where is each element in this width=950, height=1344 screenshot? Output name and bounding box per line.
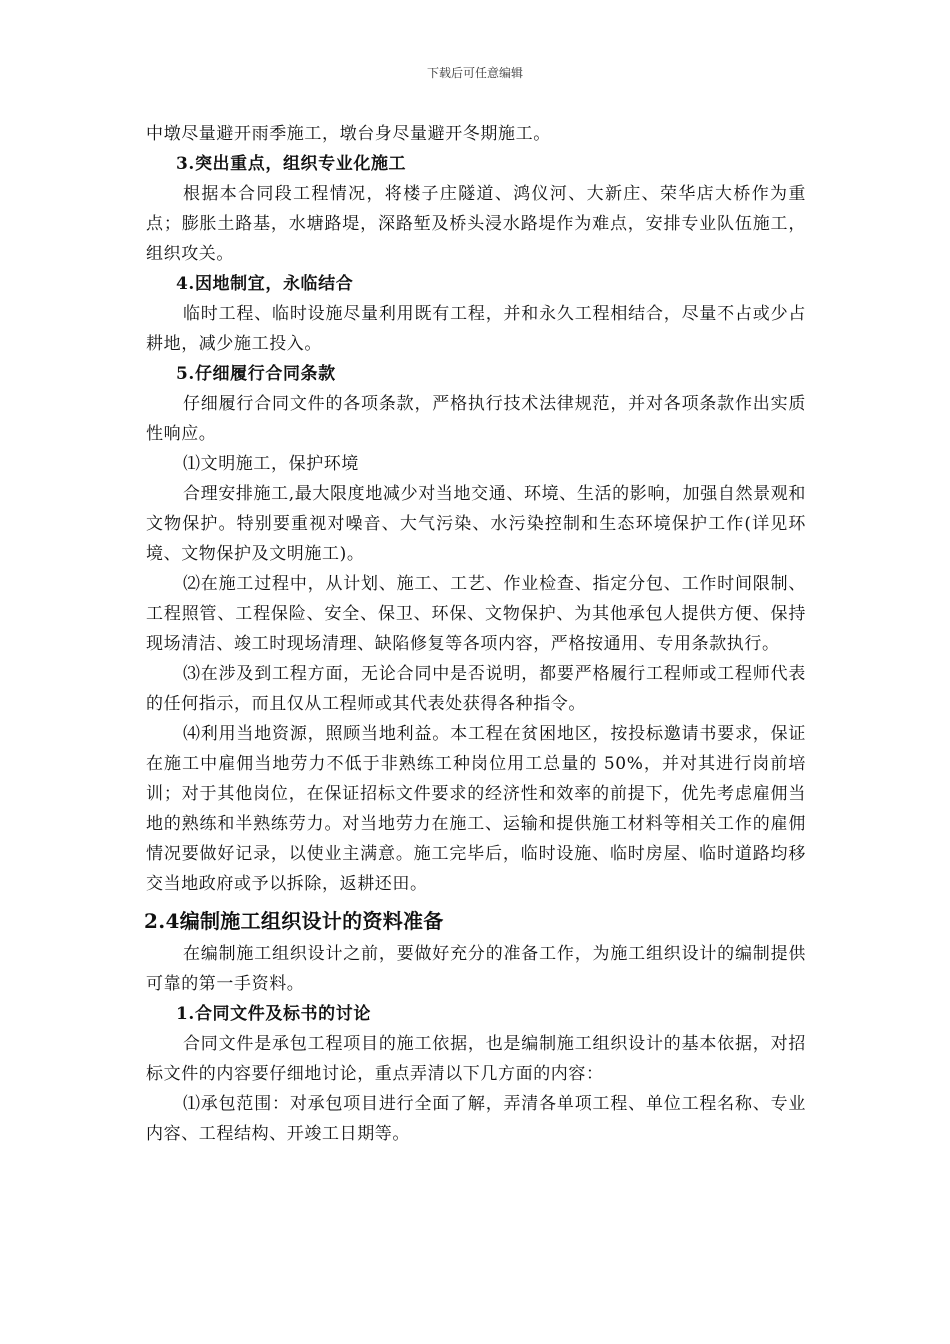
paragraph: 合理安排施工,最大限度地减少对当地交通、环境、生活的影响，加强自然景观和文物保护。特别要重视对噪音、大气污染、水污染控制和生态环境保护工作(详见环境、文物保护及文明施工)。	[146, 484, 806, 564]
subheading-5: 5.仔细履行合同条款	[176, 364, 336, 384]
paragraph: 中墩尽量避开雨季施工，墩台身尽量避开冬期施工。	[146, 124, 551, 144]
list-item: ⑴承包范围：对承包项目进行全面了解，弄清各单项工程、单位工程名称、专业内容、工程结构、开竣工日期等。	[146, 1094, 806, 1144]
paragraph: 在编制施工组织设计之前，要做好充分的准备工作，为施工组织设计的编制提供可靠的第一手资料。	[146, 944, 806, 994]
list-item: ⑵在施工过程中，从计划、施工、工艺、作业检查、指定分包、工作时间限制、工程照管、工程保险、安全、保卫、环保、文物保护、为其他承包人提供方便、保持现场清洁、竣工时现场清理、缺陷修复等各项内容，严格按通用、专用条款执行。	[146, 574, 806, 654]
list-item: ⑶在涉及到工程方面，无论合同中是否说明，都要严格履行工程师或工程师代表的任何指示，而且仅从工程师或其代表处获得各种指令。	[146, 664, 806, 714]
paragraph: 仔细履行合同文件的各项条款，严格执行技术法律规范，并对各项条款作出实质性响应。	[146, 394, 806, 444]
section-heading: 2.4编制施工组织设计的资料准备	[144, 909, 444, 933]
subheading-1: 1.合同文件及标书的讨论	[176, 1004, 371, 1024]
list-item: ⑴文明施工，保护环境	[183, 454, 359, 474]
paragraph: 根据本合同段工程情况，将楼子庄隧道、鸿仪河、大新庄、荣华店大桥作为重点；膨胀土路基，水塘路堤，深路堑及桥头浸水路堤作为难点，安排专业队伍施工，组织攻关。	[146, 184, 806, 264]
document-body	[146, 119, 806, 1149]
subheading-4: 4.因地制宜，永临结合	[176, 274, 354, 294]
paragraph: 合同文件是承包工程项目的施工依据，也是编制施工组织设计的基本依据，对招标文件的内容要仔细地讨论，重点弄清以下几方面的内容：	[146, 1034, 806, 1084]
list-item: ⑷利用当地资源，照顾当地利益。本工程在贫困地区，按投标邀请书要求，保证在施工中雇佣当地劳力不低于非熟练工种岗位用工总量的 50%，并对其进行岗前培训；对于其他岗位，在保证招标文件要求的经济性和效率的前提下，优先考虑雇佣当地的熟练和半熟练劳力。对当地劳力在施工、运输和提供施工材料等相关工作的雇佣情况要做好记录，以使业主满意。施工完毕后，临时设施、临时房屋、临时道路均移交当地政府或予以拆除，返耕还田。	[146, 724, 806, 894]
paragraph: 临时工程、临时设施尽量利用既有工程，并和永久工程相结合，尽量不占或少占耕地，减少施工投入。	[146, 304, 806, 354]
page-header: 下载后可任意编辑	[426, 66, 523, 80]
subheading-3: 3.突出重点，组织专业化施工	[176, 154, 407, 174]
